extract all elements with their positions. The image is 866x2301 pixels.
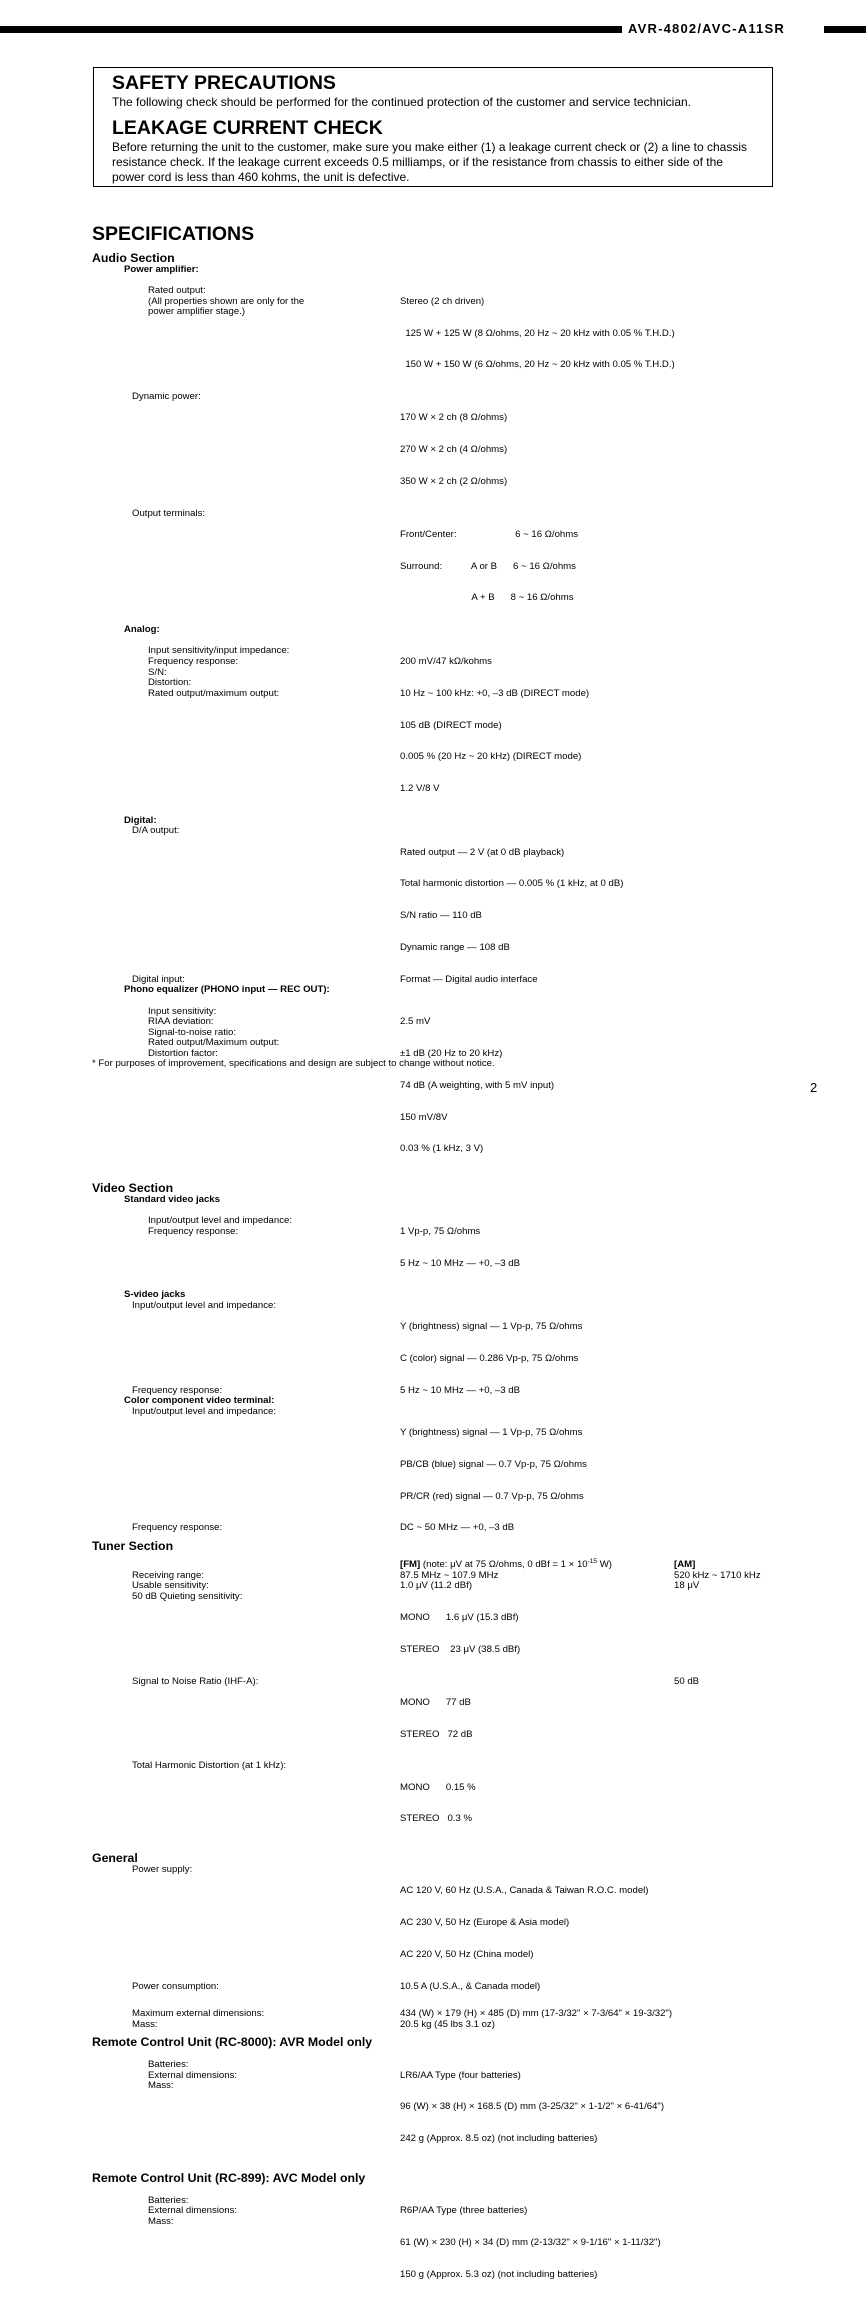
power-supply-value-1: AC 120 V, 60 Hz (U.S.A., Canada & Taiwan R.O.C. model): [400, 1885, 649, 1897]
component-io-value-1: Y (brightness) signal — 1 Vp-p, 75 Ω/ohms: [400, 1427, 583, 1439]
analog-value-1: 200 mV/47 kΩ/kohms: [400, 655, 492, 667]
component-video-label: Color component video terminal:: [124, 1395, 275, 1407]
component-freq-label: Frequency response:: [132, 1522, 223, 1534]
footnote: * For purposes of improvement, specifications and design are subject to change without notice.: [92, 1058, 495, 1069]
analog-label-4: Distortion:: [148, 677, 192, 689]
quieting-label: 50 dB Quieting sensitivity:: [132, 1590, 243, 1602]
remote-avc-value-3: 150 g (Approx. 5.3 oz) (not including batteries): [400, 2268, 598, 2280]
dynamic-power-value-1: 170 W × 2 ch (8 Ω/ohms): [400, 412, 508, 424]
phono-value-2: ±1 dB (20 Hz to 20 kHz): [400, 1047, 503, 1059]
quieting-fm-mono: MONO 1.6 μV (15.3 dBf): [400, 1612, 519, 1624]
receiving-range-am: 520 kHz ~ 1710 kHz: [674, 1569, 761, 1581]
standard-video-value-2: 5 Hz ~ 10 MHz — +0, –3 dB: [400, 1257, 520, 1269]
power-supply-label: Power supply:: [132, 1864, 193, 1876]
header-rule-right: [824, 26, 866, 33]
svideo-io-label: Input/output level and impedance:: [132, 1300, 277, 1311]
analog-rows: [0, 636, 866, 816]
fm-note-end: W): [597, 1559, 612, 1571]
da-output-row: [0, 826, 866, 974]
output-terminals-value-1: Front/Center: 6 ~ 16 Ω/ohms: [400, 528, 579, 540]
da-output-value-2: Total harmonic distortion — 0.005 % (1 kHz, at 0 dB): [400, 878, 624, 890]
da-output-value-1: Rated output — 2 V (at 0 dB playback): [400, 846, 565, 858]
rated-output-row: [0, 276, 866, 393]
standard-video-value-1: 1 Vp-p, 75 Ω/ohms: [400, 1225, 481, 1237]
da-output-value-3: S/N ratio — 110 dB: [400, 910, 482, 922]
analog-label-2: Frequency response:: [148, 655, 239, 667]
thd-fm-mono: MONO 0.15 %: [400, 1781, 476, 1793]
phono-value-1: 2.5 mV: [400, 1016, 431, 1028]
output-terminals-label: Output terminals:: [132, 507, 206, 519]
specifications-body: [0, 251, 866, 2301]
da-output-label: D/A output:: [132, 825, 180, 837]
phono-label-5: Distortion factor:: [148, 1047, 218, 1059]
usable-sensitivity-row: [0, 1581, 866, 1592]
snr-label: Signal to Noise Ratio (IHF-A):: [132, 1675, 259, 1687]
safety-precautions-box: [93, 67, 773, 187]
svideo-freq-label: Frequency response:: [132, 1384, 223, 1396]
standard-video-label-1: Input/output level and impedance:: [148, 1215, 293, 1227]
remote-avr-title: Remote Control Unit (RC-8000): AVR Model only: [92, 2035, 373, 2050]
rated-output-value-1: Stereo (2 ch driven): [400, 295, 485, 307]
standard-video-label-2: Frequency response:: [148, 1225, 239, 1237]
general-section-title: General: [92, 1851, 138, 1866]
analog-value-2: 10 Hz ~ 100 kHz: +0, –3 dB (DIRECT mode): [400, 687, 590, 699]
analog-label-3: S/N:: [148, 666, 167, 678]
power-supply-row: [0, 1865, 866, 1982]
analog-value-3: 105 dB (DIRECT mode): [400, 719, 502, 731]
leakage-line-3: power cord is less than 460 kohms, the unit is defective.: [112, 170, 410, 184]
component-io-value-2: PB/CB (blue) signal — 0.7 Vp-p, 75 Ω/ohms: [400, 1458, 587, 1470]
standard-video-label: Standard video jacks: [124, 1194, 220, 1206]
thd-label: Total Harmonic Distortion (at 1 kHz):: [132, 1760, 287, 1772]
phono-label: Phono equalizer (PHONO input — REC OUT):: [124, 984, 330, 996]
remote-avc-value-1: R6P/AA Type (three batteries): [400, 2205, 528, 2217]
digital-label: Digital:: [124, 814, 157, 826]
phono-label-2: RIAA deviation:: [148, 1016, 214, 1028]
receiving-range-label: Receiving range:: [132, 1569, 204, 1581]
analog-value-4: 0.005 % (20 Hz ~ 20 kHz) (DIRECT mode): [400, 751, 582, 763]
dynamic-power-value-2: 270 W × 2 ch (4 Ω/ohms): [400, 444, 508, 456]
component-freq-value: DC ~ 50 MHz — +0, –3 dB: [400, 1522, 515, 1534]
phono-value-5: 0.03 % (1 kHz, 3 V): [400, 1143, 484, 1155]
header-rule-left: [0, 26, 622, 33]
remote-avc-value-2: 61 (W) × 230 (H) × 34 (D) mm (2-13/32" × 9-1/16" × 1-11/32"): [400, 2236, 661, 2248]
svideo-io-value-1: Y (brightness) signal — 1 Vp-p, 75 Ω/ohms: [400, 1321, 583, 1333]
usable-sensitivity-fm: 1.0 μV (11.2 dBf): [400, 1580, 473, 1592]
tuner-section-title: Tuner Section: [92, 1539, 174, 1554]
da-output-value-4: Dynamic range — 108 dB: [400, 942, 510, 953]
specifications-title: SPECIFICATIONS: [92, 223, 255, 245]
usable-sensitivity-am: 18 μV: [674, 1580, 700, 1592]
rated-output-note-2: power amplifier stage.): [148, 306, 246, 318]
power-consumption-label: Power consumption:: [132, 1980, 219, 1992]
fm-note-exponent: -15: [587, 1557, 598, 1565]
rated-output-note-1: (All properties shown are only for the: [148, 295, 305, 307]
remote-avr-label-3: Mass:: [148, 2080, 174, 2092]
standard-video-rows: [0, 1206, 866, 1291]
remote-avr-rows: [0, 2049, 866, 2166]
snr-row: [0, 1677, 866, 1762]
am-header: [AM]: [674, 1559, 696, 1571]
snr-am: 50 dB: [674, 1675, 700, 1687]
quieting-fm-stereo: STEREO 23 μV (38.5 dBf): [400, 1643, 521, 1655]
receiving-range-fm: 87.5 MHz ~ 107.9 MHz: [400, 1569, 499, 1581]
digital-input-value: Format — Digital audio interface: [400, 973, 538, 985]
mass-value: 20.5 kg (45 lbs 3.1 oz): [400, 2018, 495, 2030]
phono-rows: [0, 996, 866, 1176]
rated-output-label: Rated output:: [148, 285, 206, 297]
dynamic-power-row: [0, 392, 866, 509]
analog-label-5: Rated output/maximum output:: [148, 687, 280, 699]
output-terminals-row: [0, 509, 866, 626]
analog-label: Analog:: [124, 624, 160, 636]
analog-value-5: 1.2 V/8 V: [400, 783, 440, 795]
power-amplifier-label: Power amplifier:: [124, 264, 199, 275]
quieting-row: [0, 1592, 866, 1677]
rated-output-value-3: 150 W + 150 W (6 Ω/ohms, 20 Hz ~ 20 kHz with 0.05 % T.H.D.): [400, 359, 675, 371]
leakage-title: LEAKAGE CURRENT CHECK: [112, 117, 383, 139]
remote-avr-label-1: Batteries:: [148, 2059, 189, 2070]
model-name: AVR-4802/AVC-A11SR: [628, 21, 785, 36]
leakage-line-1: Before returning the unit to the customer, make sure you make either (1) a leakage current check or (2) a line to chassis: [112, 140, 747, 154]
component-freq-row: [0, 1523, 866, 1534]
phono-value-3: 74 dB (A weighting, with 5 mV input): [400, 1079, 555, 1091]
power-consumption-row: [0, 1982, 866, 1993]
mass-row: [0, 2020, 866, 2031]
component-io-row: [0, 1407, 866, 1524]
component-io-label: Input/output level and impedance:: [132, 1405, 277, 1417]
power-supply-value-3: AC 220 V, 50 Hz (China model): [400, 1948, 534, 1960]
rated-output-value-2: 125 W + 125 W (8 Ω/ohms, 20 Hz ~ 20 kHz with 0.05 % T.H.D.): [400, 327, 675, 339]
remote-avc-label-2: External dimensions:: [148, 2205, 238, 2217]
remote-avc-label-1: Batteries:: [148, 2194, 189, 2206]
snr-fm-stereo: STEREO 72 dB: [400, 1728, 473, 1740]
remote-avr-value-1: LR6/AA Type (four batteries): [400, 2069, 521, 2081]
usable-sensitivity-label: Usable sensitivity:: [132, 1580, 209, 1592]
page-number: 2: [810, 1080, 818, 1095]
svideo-label: S-video jacks: [124, 1289, 186, 1301]
remote-avr-label-2: External dimensions:: [148, 2069, 238, 2081]
component-io-value-3: PR/CR (red) signal — 0.7 Vp-p, 75 Ω/ohms: [400, 1490, 584, 1502]
output-terminals-value-3: A + B 8 ~ 16 Ω/ohms: [400, 592, 574, 604]
phono-value-4: 150 mV/8V: [400, 1111, 448, 1123]
phono-label-3: Signal-to-noise ratio:: [148, 1026, 236, 1038]
audio-section-title: Audio Section: [92, 251, 175, 265]
dimensions-value: 434 (W) × 179 (H) × 485 (D) mm (17-3/32" × 7-3/64" × 19-3/32"): [400, 2008, 673, 2020]
thd-row: [0, 1761, 866, 1846]
video-section-title: Video Section: [92, 1181, 174, 1196]
mass-label: Mass:: [132, 2018, 158, 2030]
analog-label-1: Input sensitivity/input impedance:: [148, 645, 290, 657]
snr-fm-mono: MONO 77 dB: [400, 1696, 471, 1708]
remote-avc-title: Remote Control Unit (RC-899): AVC Model only: [92, 2170, 366, 2185]
remote-avr-value-3: 242 g (Approx. 8.5 oz) (not including batteries): [400, 2133, 598, 2145]
phono-label-1: Input sensitivity:: [148, 1005, 217, 1017]
remote-avc-rows: [0, 2185, 866, 2301]
dimensions-label: Maximum external dimensions:: [132, 2008, 265, 2020]
header-bar: [0, 22, 866, 36]
remote-avc-label-3: Mass:: [148, 2215, 174, 2227]
fm-note: (note: μV at 75 Ω/ohms, 0 dBf = 1 × 10: [420, 1559, 588, 1571]
leakage-line-2: resistance check. If the leakage current exceeds 0.5 milliamps, or if the resistance from chassis to either side of the: [112, 155, 723, 169]
svideo-io-value-2: C (color) signal — 0.286 Vp-p, 75 Ω/ohms: [400, 1352, 579, 1364]
digital-input-label: Digital input:: [132, 973, 185, 985]
power-supply-value-2: AC 230 V, 50 Hz (Europe & Asia model): [400, 1917, 570, 1929]
dynamic-power-label: Dynamic power:: [132, 391, 201, 403]
safety-title: SAFETY PRECAUTIONS: [112, 72, 336, 94]
remote-avr-value-2: 96 (W) × 38 (H) × 168.5 (D) mm (3-25/32" × 1-1/2" × 6-41/64"): [400, 2101, 665, 2113]
output-terminals-value-2: Surround: A or B 6 ~ 16 Ω/ohms: [400, 560, 576, 572]
fm-header: [FM]: [400, 1559, 421, 1571]
safety-intro: The following check should be performed for the continued protection of the customer and service technician.: [112, 95, 691, 109]
svideo-io-row: [0, 1301, 866, 1386]
thd-fm-stereo: STEREO 0.3 %: [400, 1813, 472, 1825]
dynamic-power-value-3: 350 W × 2 ch (2 Ω/ohms): [400, 475, 508, 487]
svideo-freq-value: 5 Hz ~ 10 MHz — +0, –3 dB: [400, 1384, 520, 1396]
phono-label-4: Rated output/Maximum output:: [148, 1037, 280, 1049]
power-consumption-value: 10.5 A (U.S.A., & Canada model): [400, 1980, 541, 1992]
